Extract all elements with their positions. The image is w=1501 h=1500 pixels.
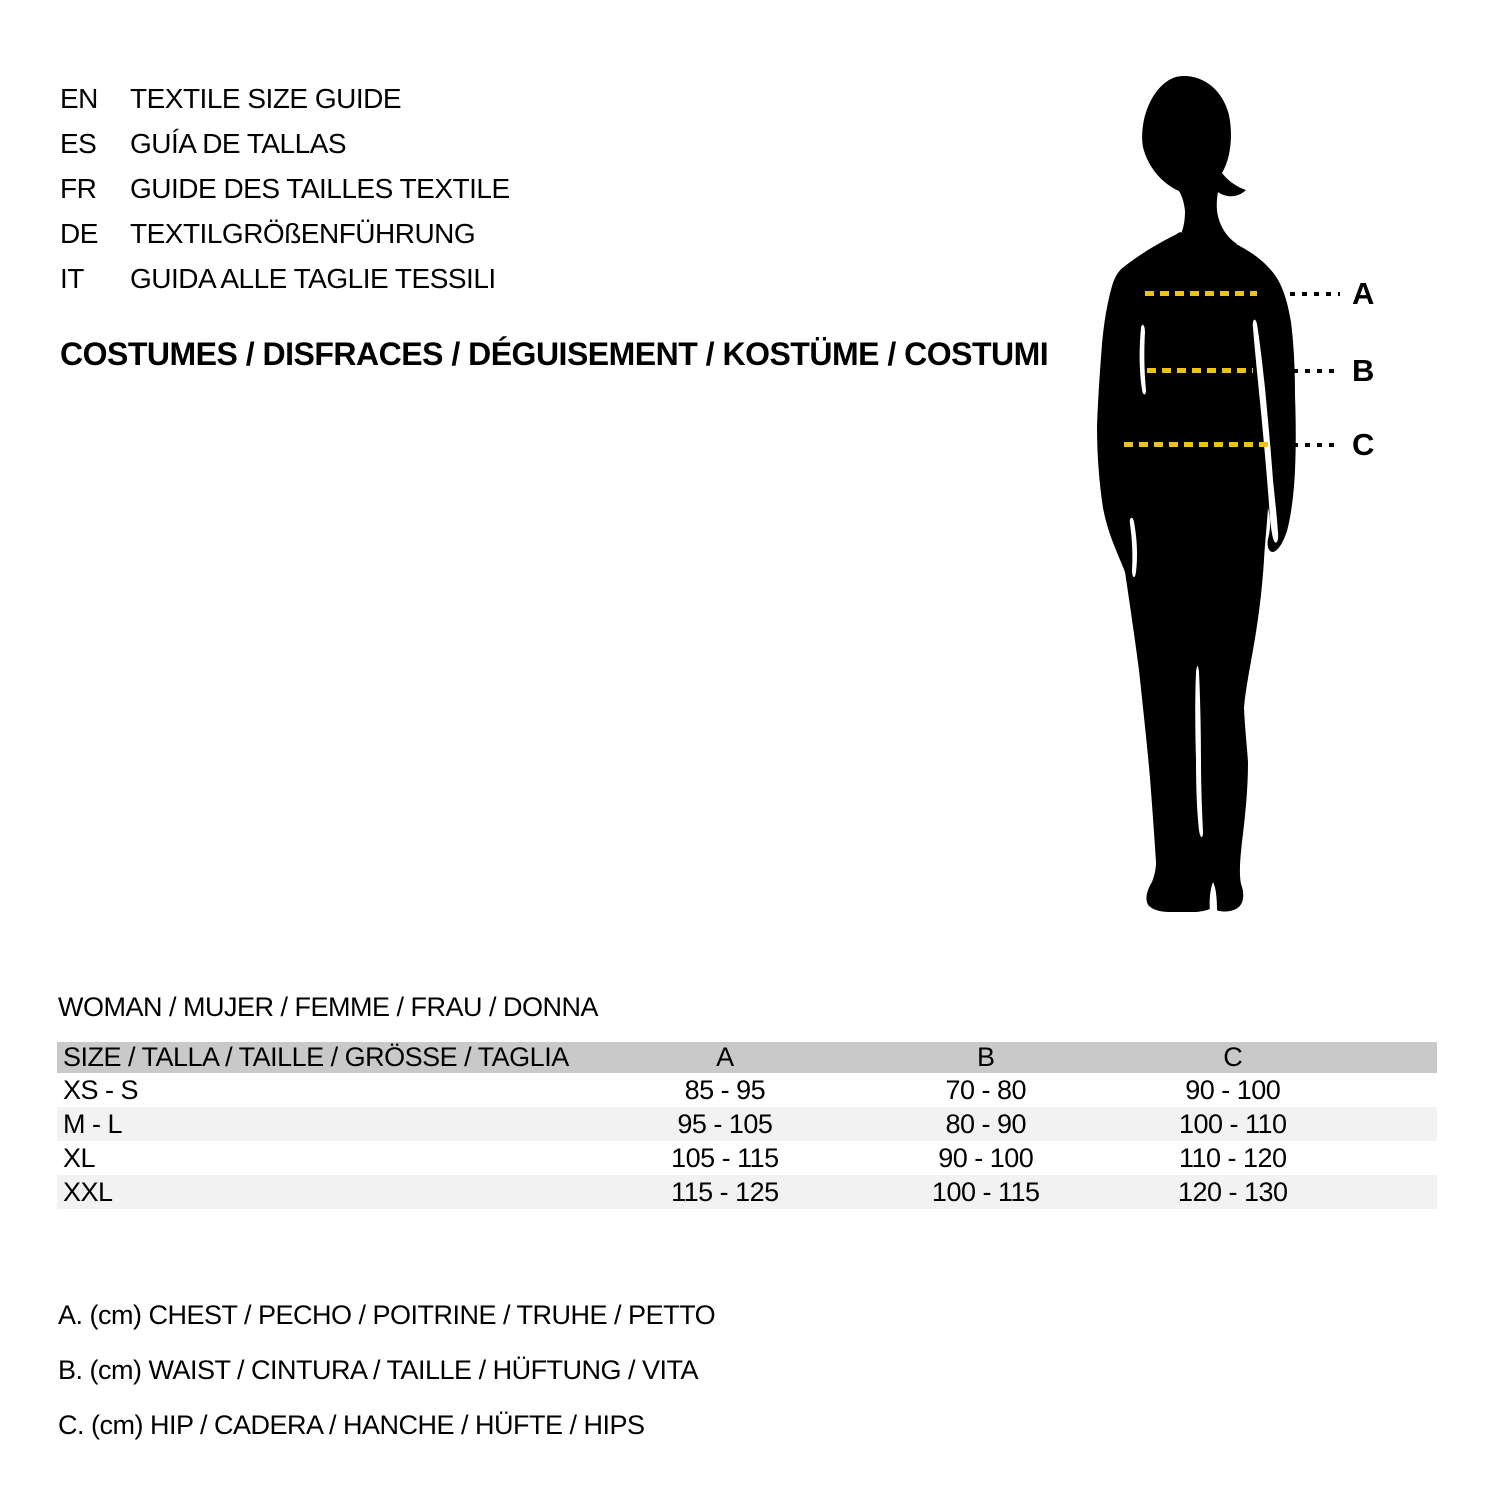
header-a: A [716, 1042, 734, 1072]
lang-row-it [60, 256, 510, 301]
table-row-xs-s [57, 1073, 1437, 1107]
lang-label: TEXTILGRÖßENFÜHRUNG [130, 217, 476, 249]
measure-line-a-yellow [1145, 291, 1257, 296]
lang-label: GUIDA ALLE TAGLIE TESSILI [130, 262, 496, 294]
row-c: 110 - 120 [1178, 1142, 1287, 1173]
table-row-m-l [57, 1107, 1437, 1141]
header-spacer [1335, 1042, 1437, 1073]
measure-line-b-yellow [1147, 368, 1253, 373]
woman-silhouette-figure [1085, 72, 1305, 912]
row-b: 100 - 115 [931, 1176, 1040, 1207]
measure-line-c-leader [1293, 443, 1341, 447]
measure-label-a: A [1352, 276, 1375, 311]
lang-code: FR [60, 172, 97, 204]
row-c: 90 - 100 [1185, 1074, 1281, 1105]
lang-row-en [60, 76, 510, 121]
category-heading: COSTUMES / DISFRACES / DÉGUISEMENT / KOSTÜME / COSTUMI [60, 336, 1049, 372]
row-b: 70 - 80 [945, 1074, 1026, 1105]
row-size: XXL [63, 1176, 113, 1207]
row-a: 115 - 125 [671, 1176, 779, 1207]
table-row-xxl [57, 1175, 1437, 1209]
row-b: 80 - 90 [945, 1108, 1026, 1139]
lang-label: GUIDE DES TAILLES TEXTILE [130, 172, 510, 204]
woman-silhouette [1085, 72, 1305, 912]
table-row-xl [57, 1141, 1437, 1175]
note-waist: B. (cm) WAIST / CINTURA / TAILLE / HÜFTUNG / VITA [58, 1355, 699, 1385]
measure-line-a-leader [1290, 292, 1340, 296]
row-c: 100 - 110 [1178, 1108, 1287, 1139]
measure-line-c-yellow [1124, 442, 1268, 447]
row-a: 85 - 95 [684, 1074, 766, 1105]
measure-line-b-leader [1293, 369, 1341, 373]
lang-code: ES [60, 127, 97, 159]
language-list [60, 76, 510, 301]
row-a: 95 - 105 [677, 1108, 773, 1139]
lang-code: DE [60, 217, 98, 249]
lang-row-es [60, 121, 510, 166]
measure-label-c: C [1352, 427, 1375, 462]
measure-label-b: B [1352, 353, 1375, 388]
row-c: 120 - 130 [1177, 1176, 1288, 1207]
row-size: M - L [63, 1108, 123, 1139]
lang-row-fr [60, 166, 510, 211]
lang-code: IT [60, 262, 84, 294]
row-size: XL [63, 1142, 96, 1173]
lang-row-de [60, 211, 510, 256]
lang-code: EN [60, 82, 98, 114]
lang-label: GUÍA DE TALLAS [130, 127, 347, 159]
size-table [57, 1042, 1437, 1209]
row-size: XS - S [63, 1074, 139, 1105]
section-title-woman: WOMAN / MUJER / FEMME / FRAU / DONNA [58, 992, 598, 1022]
measurement-notes [58, 1288, 715, 1453]
row-a: 105 - 115 [671, 1142, 779, 1173]
note-chest: A. (cm) CHEST / PECHO / POITRINE / TRUHE / PETTO [58, 1300, 716, 1330]
size-table-header-row [57, 1042, 1437, 1073]
lang-label: TEXTILE SIZE GUIDE [130, 82, 402, 114]
note-hip: C. (cm) HIP / CADERA / HANCHE / HÜFTE / HIPS [58, 1410, 645, 1440]
row-b: 90 - 100 [938, 1142, 1034, 1173]
header-c: C [1223, 1042, 1243, 1072]
header-b: B [976, 1042, 995, 1072]
header-size: SIZE / TALLA / TAILLE / GRÖSSE / TAGLIA [63, 1042, 569, 1072]
